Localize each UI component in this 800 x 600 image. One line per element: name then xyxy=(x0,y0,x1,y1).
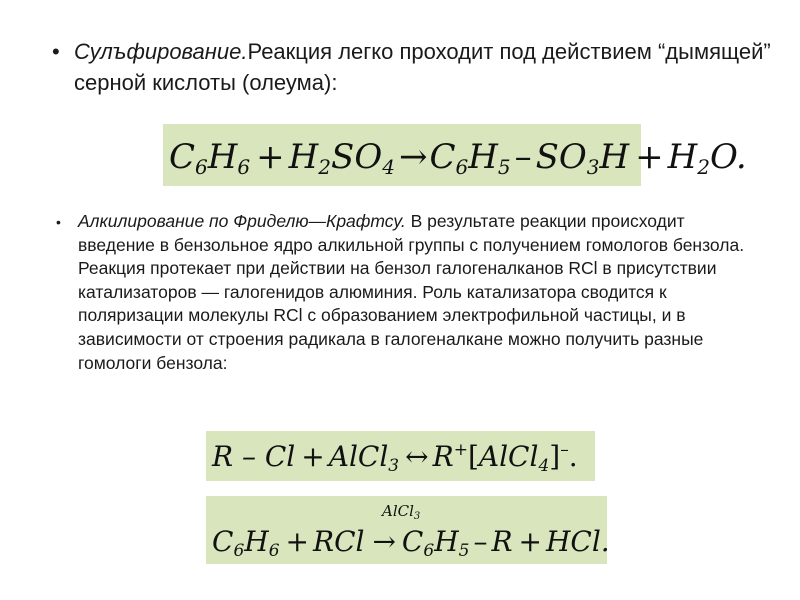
f3-sub: 6 xyxy=(268,541,280,561)
bullet-sulfonation xyxy=(52,36,772,98)
f1-h: H xyxy=(468,137,498,177)
formula-alkylation xyxy=(206,496,610,564)
f3-dash: – xyxy=(473,525,488,558)
bullet-body: В результате реакции происходит введение в бензольное ядро алкильной группы с получением гомологов бензола. Реакция протекает при действии на бензол галогеналканов RCl в присутствии катализаторов — галогенидов алюминия. Роль катализатора сводится к поляризации молекулы RCl с образованием электрофильной частицы, и в зависимости от строения радикала в галогеналкане можно получить разные гомологи бензола: xyxy=(78,211,745,373)
f3-c: C xyxy=(401,525,424,558)
f1-arrow: → xyxy=(398,137,428,177)
f1-sub: 4 xyxy=(382,155,395,179)
f3-h: H xyxy=(434,525,459,558)
f1-so3: SO xyxy=(535,137,587,177)
f3-hcl: HCl. xyxy=(546,525,610,558)
svg-text:C6H6+RCl→C6H5–R+HCl. xyxy=(212,525,610,561)
f1-sub: 5 xyxy=(497,155,511,179)
bullet-lead: Алкилирование по Фриделю—Крафтсу. xyxy=(78,211,406,231)
formula-complex-svg xyxy=(206,431,595,481)
f2-sup: – xyxy=(560,440,569,460)
f1-c6h6-c: C xyxy=(169,137,196,177)
bullet-text xyxy=(78,210,756,375)
bullet-body: Реакция легко проходит под действием “дымящей” серной кислоты (олеума): xyxy=(74,39,771,95)
formula-complex xyxy=(206,431,595,481)
f3-plus: + xyxy=(518,525,542,558)
f1-plus: + xyxy=(635,137,664,177)
f2-sub: 3 xyxy=(388,456,400,476)
f3-sub: 5 xyxy=(458,541,470,561)
f1-plus: + xyxy=(256,137,285,177)
formula-sulfonation-svg xyxy=(163,124,747,186)
bullet-lead: Сулъфирование. xyxy=(74,39,248,64)
svg-text:R – Cl+AlCl3↔R+[AlCl4]–. xyxy=(211,440,578,476)
f2-period: . xyxy=(568,440,578,473)
f1-sub: 6 xyxy=(195,155,208,179)
f1-h: H xyxy=(207,137,238,177)
f3-arrow: → xyxy=(372,525,396,558)
f3-h: H xyxy=(244,525,269,558)
f1-h: H xyxy=(599,137,630,177)
f3-r: R xyxy=(491,525,513,558)
f2-plus: + xyxy=(301,440,325,473)
bullet-alkylation xyxy=(56,210,756,375)
f2-alcl4: AlCl xyxy=(478,440,539,473)
f2-rcl: R – Cl xyxy=(212,440,296,473)
f3-plus: + xyxy=(285,525,309,558)
f2-bracket: [ xyxy=(467,440,479,473)
bullet-marker: • xyxy=(56,214,61,230)
f3-rcl: RCl xyxy=(312,525,365,558)
f1-dash: – xyxy=(514,137,532,177)
f1-o: O. xyxy=(710,137,747,177)
f1-sub: 2 xyxy=(697,155,711,179)
f1-sub: 2 xyxy=(318,155,332,179)
formula-sulfonation xyxy=(163,124,747,186)
f1-c: C xyxy=(429,137,456,177)
f3-c: C xyxy=(212,525,234,558)
f2-sub: 4 xyxy=(538,456,550,476)
f3-sub: 6 xyxy=(423,541,435,561)
f3-sub: 6 xyxy=(233,541,245,561)
f1-sub: 6 xyxy=(237,155,251,179)
f3-catalyst: AlCl$_3$ xyxy=(382,502,421,522)
f1-so: SO xyxy=(331,137,383,177)
f2-alcl: AlCl xyxy=(328,440,389,473)
f1-h2o-h: H xyxy=(667,137,698,177)
formula-alkylation-svg xyxy=(206,496,610,564)
f2-arrow: ↔ xyxy=(405,440,429,473)
bullet-marker: • xyxy=(52,39,60,64)
svg-text:C6H6+H2SO4→C6H5–SO3H+H2O. xyxy=(169,137,747,179)
f1-sub: 6 xyxy=(455,155,469,179)
bullet-text xyxy=(74,36,772,98)
f1-sub: 3 xyxy=(586,155,600,179)
f2-bracket: ] xyxy=(549,440,561,473)
f2-sup: + xyxy=(453,440,468,460)
f1-h2: H xyxy=(288,137,319,177)
f2-r: R xyxy=(432,440,454,473)
